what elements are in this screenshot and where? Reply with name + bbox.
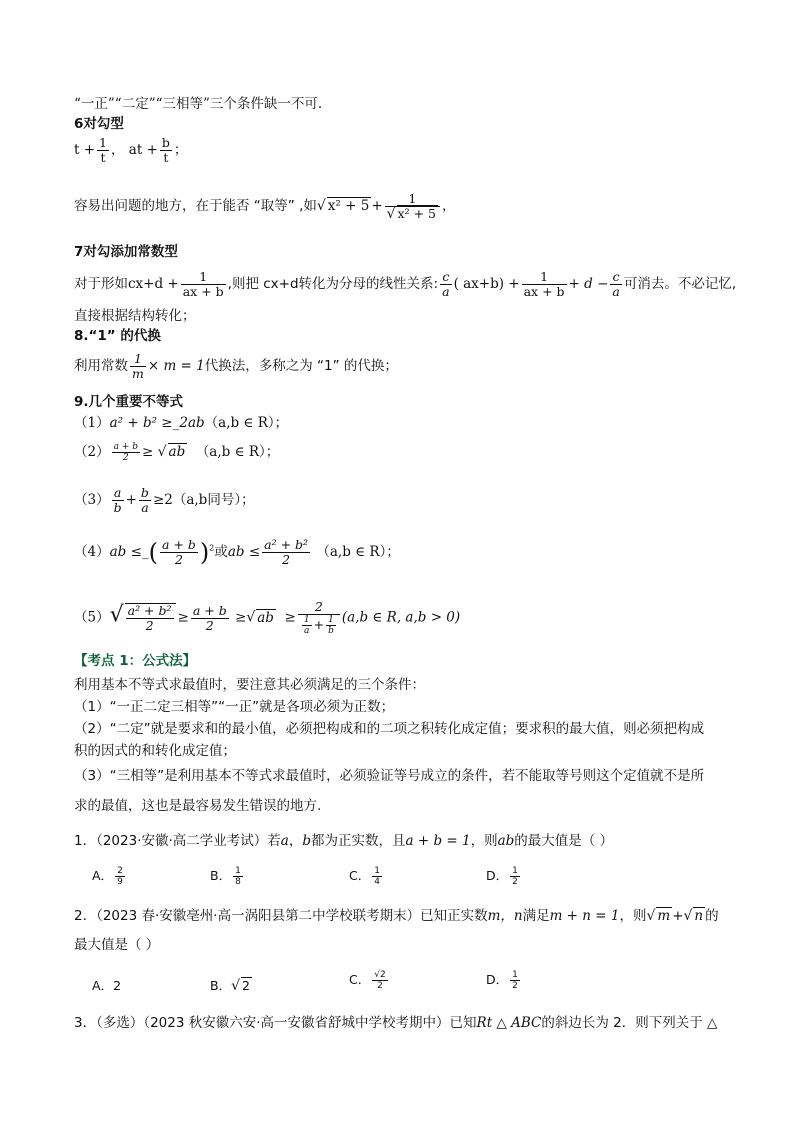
kaodian-1-line: 求的最值，这也是最容易发生错误的地方. — [74, 798, 322, 814]
question-3-text: 3．（多选）（2023 秋安徽六安·高一安徽省舒城中学校考期中）已知Rt △ ABC的斜边长为 2．则下列关于 △ — [74, 1015, 718, 1031]
kaodian-1-line: （3）“三相等”是利用基本不等式求最值时，必须验证等号成立的条件，若不能取等号则这个定值就不是所 — [74, 768, 705, 784]
inequality-4: （4）ab ≤_( $\frac{a + b}{2}$ )$^2$或ab ≤ $\frac{\text{a² + b²}}{2}$ （a,b ∈ R）； — [74, 537, 400, 567]
section-9-title: 9.几个重要不等式 — [74, 394, 184, 410]
section-8-formula: 利用常数 $\frac{1}{m}$ × m = 1代换法，多称之为 “1” 的代换； — [74, 351, 398, 381]
question-1-option-d[interactable]: D． $\frac{1}{2}$ — [486, 866, 518, 887]
question-1-option-a[interactable]: A． $\frac{2}{9}$ — [92, 866, 123, 887]
section-7-line2: 直接根据结构转化； — [74, 308, 196, 324]
intro-line: “一正”“二定”“三相等”三个条件缺一不可. — [74, 96, 323, 112]
question-2-option-b[interactable]: B．√ 2 — [210, 978, 250, 994]
kaodian-1-title: 【考点 1：公式法】 — [74, 653, 197, 669]
inequality-3: （3） $\frac{a}{b}$ + $\frac{b}{a}$ ≥2（a,b同号）； — [74, 485, 255, 515]
kaodian-1-line: 积的因式的和转化成定值； — [74, 743, 236, 759]
section-7-title: 7对勾添加常数型 — [74, 244, 178, 260]
question-1-text: 1．（2023·安徽·高二学业考试）若a，b都为正实数，且a + b = 1，则ab的最大值是（ ） — [74, 833, 614, 849]
section-7-formula: 对于形如cx+d + $\frac{1}{ax + b}$ ,则把 cx+d转化为分母的线性关系: $\frac{c}{a}$ ( ax+b) + $\frac{1}{ax + b}$ + d − $\frac{c}{a}$ 可消去。不必记忆, — [74, 269, 737, 299]
question-1-option-c[interactable]: C． $\frac{1}{4}$ — [349, 866, 380, 887]
kaodian-1-line: （1）“一正二定三相等”“一正”就是各项必须为正数； — [74, 699, 395, 715]
question-2-option-d[interactable]: D． $\frac{1}{2}$ — [486, 970, 518, 991]
section-6-title: 6对勾型 — [74, 116, 124, 132]
question-2-line2: 最大值是（ ） — [74, 937, 160, 953]
kaodian-1-line: （2）“二定”就是要求和的最小值，必须把构成和的二项之积转化成定值；要求积的最大值，则必须把构成 — [74, 721, 705, 737]
inequality-5: （5）√ $\frac{\text{a² + b²}}{2}$ ≥ $\frac{a + b}{2}$ ≥√ ab ≥ 2 $\frac{1}{a}$ + $\frac{1}{b}$ (a,b ∈ R, a,b > 0) — [74, 599, 461, 636]
inequality-1: （1）a² + b² ≥_2ab（a,b ∈ R）； — [74, 415, 289, 431]
section-6-note: 容易出问题的地方，在于能否 “取等” ,如√ x² + 5 + $\frac{1}{\text{√ x² + 5}}$ ， — [74, 191, 456, 222]
question-2-option-a[interactable]: A．2 — [92, 978, 122, 993]
question-1-option-b[interactable]: B． $\frac{1}{8}$ — [210, 866, 241, 887]
section-8-title: 8.“1” 的代换 — [74, 328, 161, 344]
section-6-formula: t + $\frac{1}{t}$ ， at + $\frac{b}{t}$ ； — [74, 135, 188, 165]
inequality-2: （2） $\frac{a + b}{2}$ ≥ √ ab （a,b ∈ R）； — [74, 442, 280, 463]
question-2-option-c[interactable]: C． $\frac{√2}{2}$ — [349, 970, 386, 991]
question-2-text: 2．（2023 春·安徽亳州·高一涡阳县第二中学校联考期末）已知正实数m，n满足m + n = 1，则√ m +√ n 的 — [74, 908, 719, 924]
kaodian-1-line: 利用基本不等式求最值时，要注意其必须满足的三个条件： — [74, 677, 425, 693]
